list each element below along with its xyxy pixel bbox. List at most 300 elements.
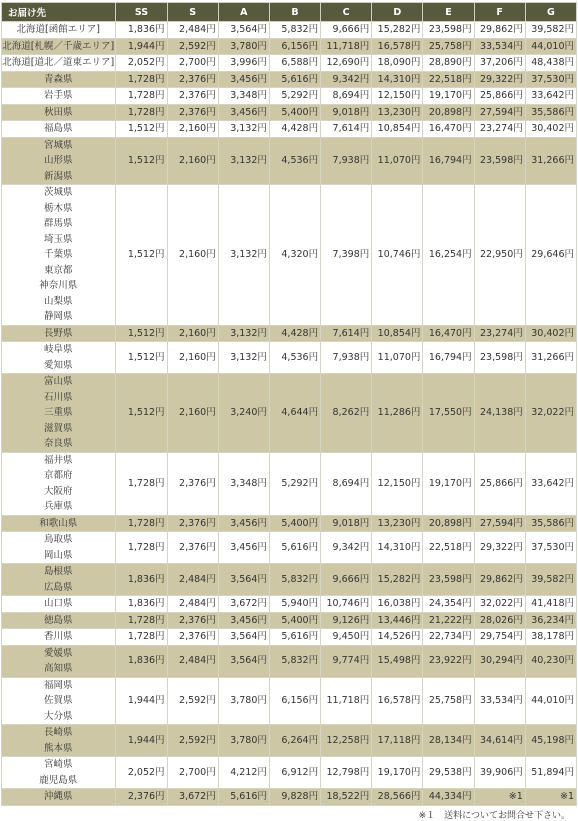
price-cell: 48,438円 bbox=[525, 55, 576, 72]
price-cell: 9,450円 bbox=[321, 629, 372, 646]
price-cell: 30,402円 bbox=[525, 121, 576, 138]
region-name: 新潟県 bbox=[43, 170, 73, 182]
price-cell: 9,018円 bbox=[321, 515, 372, 532]
region-name: 埼玉県 bbox=[43, 233, 73, 245]
price-cell: 29,322円 bbox=[474, 532, 525, 564]
region-name: 秋田県 bbox=[43, 106, 73, 118]
price-cell: 2,160円 bbox=[167, 121, 218, 138]
table-row bbox=[2, 104, 577, 121]
price-cell: 29,322円 bbox=[474, 71, 525, 88]
price-cell: 39,582円 bbox=[525, 22, 576, 39]
price-cell: 36,234円 bbox=[525, 612, 576, 629]
price-cell: 44,010円 bbox=[525, 677, 576, 725]
price-cell: 7,398円 bbox=[321, 185, 372, 326]
price-cell: 23,598円 bbox=[423, 22, 474, 39]
region-name: 石川県 bbox=[43, 391, 73, 403]
size-column-header: B bbox=[269, 3, 320, 22]
price-cell: 4,536円 bbox=[269, 137, 320, 185]
price-cell: 5,400円 bbox=[269, 104, 320, 121]
region-name: 北海道[道北／道東エリア] bbox=[2, 57, 115, 68]
price-cell: 38,178円 bbox=[525, 629, 576, 646]
price-cell: 1,728円 bbox=[116, 104, 167, 121]
price-cell: 6,588円 bbox=[269, 55, 320, 72]
region-cell bbox=[2, 104, 116, 121]
price-cell: 2,052円 bbox=[116, 55, 167, 72]
price-cell: 40,230円 bbox=[525, 645, 576, 677]
price-cell: 28,566円 bbox=[372, 789, 423, 806]
price-cell: 9,666円 bbox=[321, 22, 372, 39]
price-cell: 16,578円 bbox=[372, 677, 423, 725]
price-cell: 5,832円 bbox=[269, 645, 320, 677]
size-column-header: SS bbox=[116, 3, 167, 22]
price-cell: 1,836円 bbox=[116, 645, 167, 677]
price-cell: 12,150円 bbox=[372, 88, 423, 105]
price-cell: 9,774円 bbox=[321, 645, 372, 677]
table-row bbox=[2, 645, 577, 677]
region-cell bbox=[2, 374, 116, 453]
price-cell: 44,010円 bbox=[525, 38, 576, 55]
price-cell: 4,212円 bbox=[218, 757, 269, 789]
region-name: 東京都 bbox=[43, 264, 73, 276]
region-name: 栃木県 bbox=[43, 202, 73, 214]
region-name: 大阪府 bbox=[43, 485, 73, 497]
price-cell: 3,456円 bbox=[218, 71, 269, 88]
price-cell: 1,728円 bbox=[116, 452, 167, 515]
table-row bbox=[2, 532, 577, 564]
price-cell: 29,538円 bbox=[423, 757, 474, 789]
region-cell bbox=[2, 564, 116, 596]
region-cell bbox=[2, 629, 116, 646]
price-cell: 25,758円 bbox=[423, 677, 474, 725]
price-cell: 29,754円 bbox=[474, 629, 525, 646]
region-name: 岩手県 bbox=[43, 90, 73, 101]
price-cell: 23,274円 bbox=[474, 325, 525, 342]
price-cell: 1,728円 bbox=[116, 629, 167, 646]
region-name: 長崎県 bbox=[43, 727, 73, 738]
region-name: 鳥取県 bbox=[43, 534, 73, 545]
region-name: 福井県 bbox=[43, 454, 73, 466]
price-cell: 5,832円 bbox=[269, 22, 320, 39]
region-cell bbox=[2, 325, 116, 342]
price-cell: 45,198円 bbox=[525, 725, 576, 757]
price-cell: 2,484円 bbox=[167, 564, 218, 596]
region-name: 三重県 bbox=[43, 407, 73, 418]
size-column-header: A bbox=[218, 3, 269, 22]
price-cell: 14,310円 bbox=[372, 71, 423, 88]
region-name: 大分県 bbox=[43, 710, 73, 722]
price-cell: 19,170円 bbox=[423, 452, 474, 515]
price-cell: 10,746円 bbox=[321, 596, 372, 613]
price-cell: 16,794円 bbox=[423, 137, 474, 185]
table-row bbox=[2, 325, 577, 342]
price-cell: 2,160円 bbox=[167, 342, 218, 374]
price-cell: 3,564円 bbox=[218, 629, 269, 646]
price-cell: 22,734円 bbox=[423, 629, 474, 646]
region-name: 広島県 bbox=[43, 581, 73, 593]
region-name: 沖縄県 bbox=[43, 791, 73, 802]
region-name: 徳島県 bbox=[43, 614, 73, 626]
table-row bbox=[2, 452, 577, 515]
price-cell: 37,206円 bbox=[474, 55, 525, 72]
price-cell: 3,564円 bbox=[218, 564, 269, 596]
price-cell: 5,616円 bbox=[269, 629, 320, 646]
region-name: 山梨県 bbox=[43, 295, 73, 307]
price-cell: 22,518円 bbox=[423, 71, 474, 88]
price-cell: 2,376円 bbox=[167, 515, 218, 532]
price-cell: 39,582円 bbox=[525, 564, 576, 596]
price-cell: 11,286円 bbox=[372, 374, 423, 453]
price-cell: 3,996円 bbox=[218, 55, 269, 72]
price-cell: 30,402円 bbox=[525, 325, 576, 342]
price-cell: 9,018円 bbox=[321, 104, 372, 121]
price-cell: 1,836円 bbox=[116, 596, 167, 613]
price-cell: 20,898円 bbox=[423, 104, 474, 121]
price-cell: 1,728円 bbox=[116, 71, 167, 88]
price-cell: 33,642円 bbox=[525, 452, 576, 515]
price-cell: 11,718円 bbox=[321, 38, 372, 55]
region-name: 佐賀県 bbox=[43, 695, 73, 706]
price-cell: 3,348円 bbox=[218, 88, 269, 105]
price-cell: 4,428円 bbox=[269, 325, 320, 342]
price-cell: 3,132円 bbox=[218, 121, 269, 138]
price-cell: 2,484円 bbox=[167, 645, 218, 677]
price-cell: 2,376円 bbox=[167, 612, 218, 629]
price-cell: 3,780円 bbox=[218, 725, 269, 757]
price-cell: 23,274円 bbox=[474, 121, 525, 138]
price-cell: 22,950円 bbox=[474, 185, 525, 326]
region-name: 静岡県 bbox=[43, 311, 73, 322]
price-cell: 2,376円 bbox=[167, 71, 218, 88]
size-column-header: C bbox=[321, 3, 372, 22]
price-cell: 23,598円 bbox=[474, 342, 525, 374]
region-name: 和歌山県 bbox=[39, 517, 78, 529]
price-cell: 10,854円 bbox=[372, 325, 423, 342]
price-cell: 5,616円 bbox=[269, 532, 320, 564]
price-cell: 27,594円 bbox=[474, 515, 525, 532]
price-cell: 3,456円 bbox=[218, 612, 269, 629]
price-cell: 23,598円 bbox=[474, 137, 525, 185]
region-name: 岐阜県 bbox=[43, 344, 73, 355]
region-cell bbox=[2, 612, 116, 629]
price-cell: 28,026円 bbox=[474, 612, 525, 629]
size-column-header: E bbox=[423, 3, 474, 22]
price-cell: 12,258円 bbox=[321, 725, 372, 757]
price-cell: 3,672円 bbox=[218, 596, 269, 613]
price-cell: 22,518円 bbox=[423, 532, 474, 564]
price-cell: 14,310円 bbox=[372, 532, 423, 564]
price-cell: 2,376円 bbox=[167, 629, 218, 646]
region-name: 宮城県 bbox=[43, 139, 73, 151]
price-cell: 8,694円 bbox=[321, 88, 372, 105]
price-cell: 5,832円 bbox=[269, 564, 320, 596]
price-cell: 1,512円 bbox=[116, 342, 167, 374]
price-cell: 1,512円 bbox=[116, 185, 167, 326]
price-cell: 17,118円 bbox=[372, 725, 423, 757]
table-row bbox=[2, 22, 577, 39]
table-row bbox=[2, 88, 577, 105]
price-cell: 1,512円 bbox=[116, 137, 167, 185]
price-cell: 3,780円 bbox=[218, 677, 269, 725]
price-cell: 37,530円 bbox=[525, 71, 576, 88]
price-cell: 9,342円 bbox=[321, 532, 372, 564]
price-cell: 6,912円 bbox=[269, 757, 320, 789]
price-cell: 1,944円 bbox=[116, 725, 167, 757]
table-header-row bbox=[2, 3, 577, 22]
price-cell: 24,138円 bbox=[474, 374, 525, 453]
price-cell: 3,132円 bbox=[218, 342, 269, 374]
price-cell: 1,512円 bbox=[116, 374, 167, 453]
price-cell: 39,906円 bbox=[474, 757, 525, 789]
table-row bbox=[2, 342, 577, 374]
price-cell: 2,700円 bbox=[167, 757, 218, 789]
price-cell: 19,170円 bbox=[423, 88, 474, 105]
region-cell bbox=[2, 38, 116, 55]
region-cell bbox=[2, 71, 116, 88]
price-cell: 9,126円 bbox=[321, 612, 372, 629]
price-cell: 5,400円 bbox=[269, 612, 320, 629]
price-cell: 29,862円 bbox=[474, 22, 525, 39]
region-name: 兵庫県 bbox=[43, 501, 73, 512]
price-cell: 7,614円 bbox=[321, 325, 372, 342]
price-cell: 31,266円 bbox=[525, 137, 576, 185]
region-cell bbox=[2, 137, 116, 185]
price-cell: 28,134円 bbox=[423, 725, 474, 757]
price-cell: 2,160円 bbox=[167, 374, 218, 453]
price-cell: 34,614円 bbox=[474, 725, 525, 757]
price-cell: 2,376円 bbox=[167, 452, 218, 515]
price-cell: 2,160円 bbox=[167, 325, 218, 342]
region-name: 福島県 bbox=[43, 123, 73, 134]
table-row bbox=[2, 596, 577, 613]
price-cell: 32,022円 bbox=[474, 596, 525, 613]
price-cell: 16,794円 bbox=[423, 342, 474, 374]
price-cell: 24,354円 bbox=[423, 596, 474, 613]
price-cell: 3,456円 bbox=[218, 104, 269, 121]
table-row bbox=[2, 38, 577, 55]
region-cell bbox=[2, 677, 116, 725]
price-cell: 23,922円 bbox=[423, 645, 474, 677]
price-cell: 3,240円 bbox=[218, 374, 269, 453]
price-cell: 5,292円 bbox=[269, 88, 320, 105]
region-name: 京都府 bbox=[43, 470, 73, 481]
table-row bbox=[2, 757, 577, 789]
region-name: 愛媛県 bbox=[43, 647, 73, 659]
price-cell: 5,616円 bbox=[218, 789, 269, 806]
price-cell: 44,334円 bbox=[423, 789, 474, 806]
region-name: 島根県 bbox=[43, 566, 73, 577]
price-cell: 19,170円 bbox=[372, 757, 423, 789]
price-cell: 3,348円 bbox=[218, 452, 269, 515]
price-cell: 41,418円 bbox=[525, 596, 576, 613]
price-cell: 28,890円 bbox=[423, 55, 474, 72]
price-cell: 11,070円 bbox=[372, 342, 423, 374]
price-cell: 35,586円 bbox=[525, 515, 576, 532]
price-cell: 3,456円 bbox=[218, 515, 269, 532]
table-body bbox=[2, 22, 577, 806]
price-cell: 1,944円 bbox=[116, 677, 167, 725]
price-cell: 1,512円 bbox=[116, 325, 167, 342]
region-cell bbox=[2, 22, 116, 39]
price-cell: 37,530円 bbox=[525, 532, 576, 564]
price-cell: 11,718円 bbox=[321, 677, 372, 725]
region-cell bbox=[2, 88, 116, 105]
price-cell: 2,700円 bbox=[167, 55, 218, 72]
price-cell: 12,798円 bbox=[321, 757, 372, 789]
price-cell: 8,262円 bbox=[321, 374, 372, 453]
price-cell: 29,862円 bbox=[474, 564, 525, 596]
price-cell: 1,512円 bbox=[116, 121, 167, 138]
price-cell: 12,150円 bbox=[372, 452, 423, 515]
region-name: 富山県 bbox=[43, 376, 73, 387]
price-cell: 15,282円 bbox=[372, 564, 423, 596]
price-cell: 2,376円 bbox=[167, 88, 218, 105]
table-row bbox=[2, 137, 577, 185]
price-cell: 3,564円 bbox=[218, 645, 269, 677]
region-name: 群馬県 bbox=[43, 218, 73, 229]
price-cell: 11,070円 bbox=[372, 137, 423, 185]
price-cell: 10,746円 bbox=[372, 185, 423, 326]
price-cell: 3,456円 bbox=[218, 532, 269, 564]
price-cell: ※1 bbox=[474, 789, 525, 806]
region-cell bbox=[2, 645, 116, 677]
region-name: 北海道[函館エリア] bbox=[16, 24, 100, 35]
price-cell: 20,898円 bbox=[423, 515, 474, 532]
price-cell: 1,728円 bbox=[116, 88, 167, 105]
price-cell: 18,522円 bbox=[321, 789, 372, 806]
table-row bbox=[2, 71, 577, 88]
footnote: ※１ 送料についてお問合せ下さい。 bbox=[418, 810, 570, 821]
size-column-header: G bbox=[525, 3, 576, 22]
region-cell bbox=[2, 515, 116, 532]
price-cell: 2,376円 bbox=[167, 532, 218, 564]
price-cell: 3,564円 bbox=[218, 22, 269, 39]
price-cell: 16,470円 bbox=[423, 325, 474, 342]
price-cell: 13,230円 bbox=[372, 515, 423, 532]
price-cell: 9,342円 bbox=[321, 71, 372, 88]
price-cell: 6,264円 bbox=[269, 725, 320, 757]
price-cell: 18,090円 bbox=[372, 55, 423, 72]
table-row bbox=[2, 121, 577, 138]
price-cell: 1,836円 bbox=[116, 22, 167, 39]
price-cell: 16,254円 bbox=[423, 185, 474, 326]
price-cell: 30,294円 bbox=[474, 645, 525, 677]
price-cell: 2,484円 bbox=[167, 596, 218, 613]
region-name: 福岡県 bbox=[43, 679, 73, 691]
table-row bbox=[2, 677, 577, 725]
price-cell: 7,938円 bbox=[321, 342, 372, 374]
price-cell: 29,646円 bbox=[525, 185, 576, 326]
price-cell: 2,376円 bbox=[167, 104, 218, 121]
price-cell: 31,266円 bbox=[525, 342, 576, 374]
table-row bbox=[2, 725, 577, 757]
price-cell: ※1 bbox=[525, 789, 576, 806]
region-name: 奈良県 bbox=[43, 438, 73, 449]
price-cell: 6,156円 bbox=[269, 38, 320, 55]
table-row bbox=[2, 185, 577, 326]
table-row bbox=[2, 515, 577, 532]
price-cell: 4,644円 bbox=[269, 374, 320, 453]
region-cell bbox=[2, 342, 116, 374]
price-cell: 1,728円 bbox=[116, 612, 167, 629]
region-name: 滋賀県 bbox=[43, 422, 73, 434]
region-name: 高知県 bbox=[43, 663, 73, 674]
region-cell bbox=[2, 452, 116, 515]
region-cell bbox=[2, 532, 116, 564]
price-cell: 3,780円 bbox=[218, 38, 269, 55]
price-cell: 1,728円 bbox=[116, 532, 167, 564]
price-cell: 16,578円 bbox=[372, 38, 423, 55]
price-cell: 2,376円 bbox=[116, 789, 167, 806]
price-cell: 9,828円 bbox=[269, 789, 320, 806]
size-column-header: F bbox=[474, 3, 525, 22]
price-cell: 25,758円 bbox=[423, 38, 474, 55]
region-column-header: お届け先 bbox=[2, 3, 116, 22]
price-cell: 4,536円 bbox=[269, 342, 320, 374]
price-cell: 16,470円 bbox=[423, 121, 474, 138]
region-name: 北海道[札幌／千歳エリア] bbox=[2, 40, 115, 52]
price-cell: 5,292円 bbox=[269, 452, 320, 515]
price-cell: 21,222円 bbox=[423, 612, 474, 629]
price-cell: 5,940円 bbox=[269, 596, 320, 613]
price-cell: 35,586円 bbox=[525, 104, 576, 121]
price-cell: 17,550円 bbox=[423, 374, 474, 453]
region-cell bbox=[2, 185, 116, 326]
table-row bbox=[2, 612, 577, 629]
region-name: 山口県 bbox=[43, 598, 73, 609]
price-cell: 12,690円 bbox=[321, 55, 372, 72]
price-cell: 7,614円 bbox=[321, 121, 372, 138]
price-cell: 33,642円 bbox=[525, 88, 576, 105]
region-cell bbox=[2, 757, 116, 789]
table-row bbox=[2, 55, 577, 72]
price-cell: 3,132円 bbox=[218, 185, 269, 326]
size-column-header: D bbox=[372, 3, 423, 22]
region-name: 山形県 bbox=[43, 155, 73, 166]
price-cell: 4,320円 bbox=[269, 185, 320, 326]
region-cell bbox=[2, 55, 116, 72]
price-cell: 15,498円 bbox=[372, 645, 423, 677]
price-cell: 13,446円 bbox=[372, 612, 423, 629]
region-name: 愛知県 bbox=[43, 359, 73, 371]
region-cell bbox=[2, 725, 116, 757]
price-cell: 4,428円 bbox=[269, 121, 320, 138]
price-cell: 16,038円 bbox=[372, 596, 423, 613]
price-cell: 2,160円 bbox=[167, 185, 218, 326]
price-cell: 9,666円 bbox=[321, 564, 372, 596]
price-cell: 2,592円 bbox=[167, 38, 218, 55]
price-cell: 7,938円 bbox=[321, 137, 372, 185]
region-cell bbox=[2, 596, 116, 613]
price-cell: 6,156円 bbox=[269, 677, 320, 725]
region-cell bbox=[2, 121, 116, 138]
price-cell: 33,534円 bbox=[474, 38, 525, 55]
price-cell: 1,944円 bbox=[116, 38, 167, 55]
size-column-header: S bbox=[167, 3, 218, 22]
price-cell: 15,282円 bbox=[372, 22, 423, 39]
price-cell: 23,598円 bbox=[423, 564, 474, 596]
region-name: 岡山県 bbox=[43, 549, 73, 561]
price-cell: 8,694円 bbox=[321, 452, 372, 515]
table-row bbox=[2, 629, 577, 646]
price-cell: 2,484円 bbox=[167, 22, 218, 39]
price-cell: 2,160円 bbox=[167, 137, 218, 185]
price-cell: 3,132円 bbox=[218, 137, 269, 185]
price-cell: 5,400円 bbox=[269, 515, 320, 532]
price-cell: 1,836円 bbox=[116, 564, 167, 596]
price-cell: 5,616円 bbox=[269, 71, 320, 88]
price-cell: 51,894円 bbox=[525, 757, 576, 789]
shipping-rate-table bbox=[1, 2, 577, 806]
